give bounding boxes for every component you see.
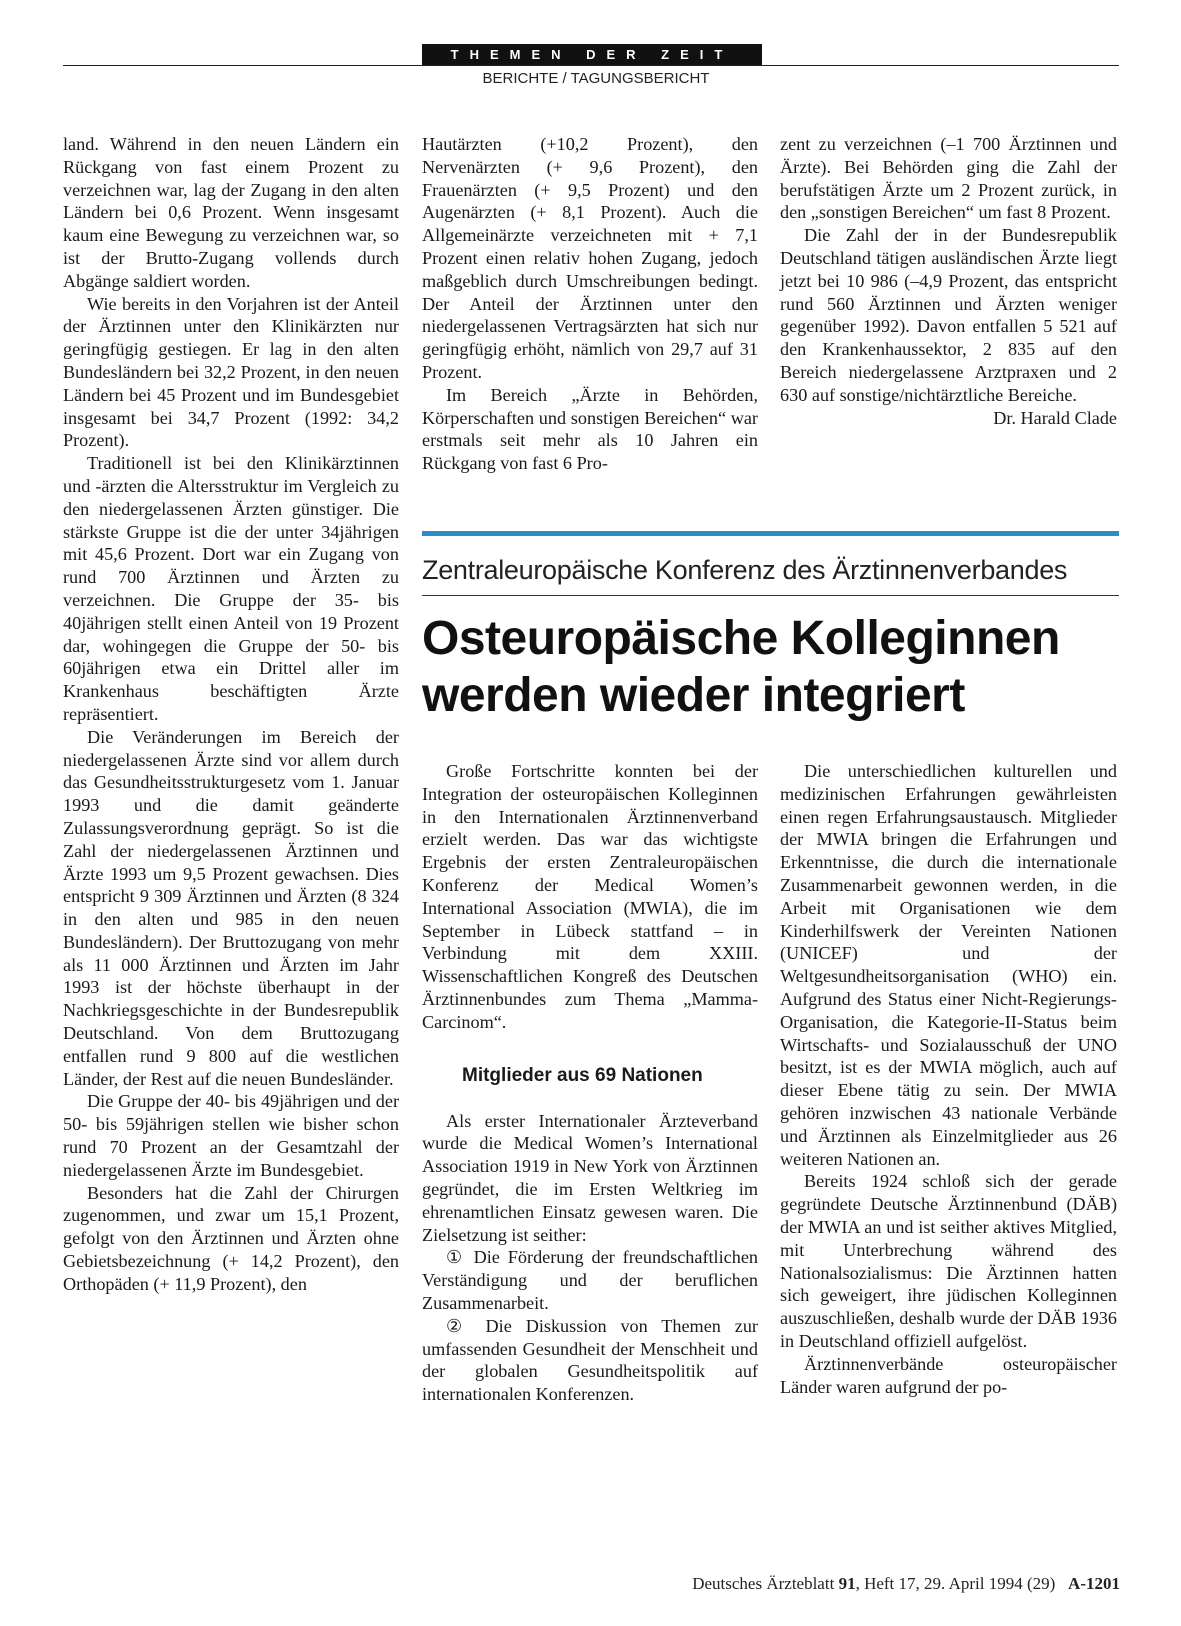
paragraph: Besonders hat die Zahl der Chirurgen zugenommen, und zwar um 15,1 Prozent, gefolgt von den Ärztinnen und Ärzten ohne Gebietsbezeichnung (+ 14,2 Prozent), den Orthopäden (+ 11,9 Prozent), den: [63, 1182, 399, 1294]
paragraph: zent zu verzeichnen (–1 700 Ärztinnen und Ärzte). Bei Behörden ging die Zahl der berufstätigen Ärzte um 2 Prozent zurück, in den „sonstigen Bereichen“ um fast 8 Prozent.: [780, 134, 1117, 223]
list-item: ① Die Förderung der freundschaftlichen Verständigung und der beruflichen Zusammenarbeit.: [422, 1247, 758, 1313]
column-1: [63, 133, 399, 1296]
author-signature: Dr. Harald Clade: [993, 407, 1117, 428]
section-label: BERICHTE / TAGUNGSBERICHT: [482, 70, 710, 87]
paragraph: Traditionell ist bei den Klinikärztinnen und -ärzten die Altersstruktur im Vergleich zu den niedergelassenen Ärzten günstiger. Die stärkste Gruppe ist die der unter 34jährigen mit 45,6 Prozent. Dort war ein Zugang von rund 700 Ärztinnen und Ärzten zu verzeichnen. Die Gruppe der 35- bis 40jährigen stellt einen Anteil von 19 Prozent dar, wohingegen die Gruppe der 50- bis 60jährigen etwa ein Drittel aller im Krankenhaus beschäftigten Ärzte repräsentiert.: [63, 453, 399, 724]
paragraph: Die Gruppe der 40- bis 49jährigen und der 50- bis 59jährigen stellen wie bisher schon rund 70 Prozent an der Gesamtzahl der niedergelassenen Ärzte im Bundesgebiet.: [63, 1091, 399, 1180]
paragraph: land. Während in den neuen Ländern ein Rückgang von fast einem Prozent zu verzeichnen war, lag der Zugang in den alten Ländern bei 0,6 Prozent. Wenn insgesamt kaum eine Bewegung zu verzeichnen war, so ist der Brutto-Zugang vollends durch Abgänge saldiert worden.: [63, 134, 399, 291]
paragraph: Die Zahl der in der Bundesrepublik Deutschland tätigen ausländischen Ärzte liegt jetzt bei 10 986 (–4,9 Prozent, das entspricht rund 560 Ärztinnen und Ärzten weniger gegenüber 1992). Davon entfallen 5 521 auf den Krankenhaussektor, 2 835 auf den Bereich niedergelassene Arztpraxen und 2 630 auf sonstige/nichtärztliche Bereiche.: [780, 225, 1117, 405]
page-footer: [640, 1574, 1120, 1594]
journal-name: Deutsches Ärzteblatt: [692, 1574, 835, 1593]
page-number: A-1201: [1068, 1574, 1120, 1593]
paragraph: Wie bereits in den Vorjahren ist der Anteil der Ärztinnen unter den Klinikärzten nur geringfügig gestiegen. Er lag in den alten Bundesländern bei 32,2 Prozent, in den neuen Ländern bei 45 Prozent und im Bundesgebiet insgesamt bei 34,7 Prozent (1992: 34,2 Prozent).: [63, 293, 399, 451]
paragraph: Bereits 1924 schloß sich der gerade gegründete Deutsche Ärztinnenbund (DÄB) der MWIA an und ist seither aktives Mitglied, mit Unterbrechung während des Nationalsozialismus: Die Ärztinnen hatten sich geweigert, ihre jüdischen Kolleginnen auszuschließen, deshalb wurde der DÄB 1936 in Deutschland offiziell aufgelöst.: [780, 1171, 1117, 1351]
kicker-rule: [422, 595, 1119, 596]
paragraph: Die Veränderungen im Bereich der niedergelassenen Ärzte sind vor allem durch das Gesundheitsstrukturgesetz vom 1. Januar 1993 und die damit geänderte Zulassungsverordnung geprägt. So ist die Zahl der niedergelassenen Ärztinnen und Ärzte 1993 um 9,5 Prozent gewachsen. Dies entspricht 9 309 Ärztinnen und Ärzten (8 324 in den alten und 985 in den neuen Bundesländern). Der Bruttozugang von mehr als 11 000 Ärztinnen und Ärzten im Jahr 1993 ist der höchste überhaupt in der Nachkriegsgeschichte in der Bundesrepublik Deutschland. Von dem Bruttozugang entfallen rund 9 800 auf die westlichen Länder, der Rest auf die neuen Bundesländer.: [63, 726, 399, 1089]
section-banner: THEMEN DER ZEIT: [422, 44, 762, 66]
article-intro: Große Fortschritte konnten bei der Integration der osteuropäischen Kolleginnen in den Internationalen Ärztinnenverband erzielt werden. Das war das wichtigste Ergebnis der ersten Zentraleuropäischen Konferenz der Medical Women’s International Association (MWIA), die im September in Lübeck stattfand – in Verbindung mit dem XXIII. Wissenschaftlichen Kongreß des Deutschen Ärztinnenbundes zum Thema „Mamma-Carcinom“.: [422, 761, 758, 1032]
paragraph: Im Bereich „Ärzte in Behörden, Körperschaften und sonstigen Bereichen“ war erstmals seit mehr als 10 Jahren ein Rückgang von fast 6 Pro-: [422, 384, 758, 474]
column-3: [780, 133, 1117, 429]
list-item: ② Die Diskussion von Themen zur umfassenden Gesundheit der Menschheit und der globalen Gesundheitspolitik auf internationalen Konferenzen.: [422, 1315, 758, 1405]
article-headline: Osteuropäische Kolleginnen werden wieder integriert: [422, 612, 1060, 722]
article-divider: [422, 531, 1119, 536]
column-4: [422, 760, 758, 1406]
paragraph: Ärztinnenverbände osteuropäischer Länder waren aufgrund der po-: [780, 1353, 1117, 1397]
paragraph: Hautärzten (+10,2 Prozent), den Nervenärzten (+ 9,6 Prozent), den Frauenärzten (+ 9,5 Prozent) und den Augenärzten (+ 8,1 Prozent). Auch die Allgemeinärzte verzeichneten mit + 7,1 Prozent einen relativ hohen Zugang, jedoch maßgeblich durch Umschreibungen bedingt. Der Anteil der Ärztinnen unter den niedergelassenen Vertragsärzten hat sich nur geringfügig erhöht, nämlich von 29,7 auf 31 Prozent.: [422, 134, 758, 382]
issue-info: , Heft 17, 29. April 1994 (29): [855, 1574, 1056, 1593]
paragraph: Die unterschiedlichen kulturellen und medizinischen Erfahrungen gewährleisten einen regen Erfahrungsaustausch. Mitglieder der MWIA bringen die Erfahrungen und Erkenntnisse, die durch die internationale Zusammenarbeit gewonnen werden, in die Arbeit mit Organisationen wie dem Kinderhilfswerk der Vereinten Nationen (UNICEF) und der Weltgesundheitsorganisation (WHO) ein. Aufgrund des Status einer Nicht-Regierungs-Organisation, die Kategorie-II-Status beim Wirtschafts- und Sozialausschuß der UNO besitzt, ist es der MWIA möglich, auch auf dieser Ebene tätig zu sein. Der MWIA gehören inzwischen 43 nationale Verbände und Ärztinnen als Einzelmitglieder aus 26 weiteren Nationen an.: [780, 761, 1117, 1169]
article-kicker: Zentraleuropäische Konferenz des Ärztinnenverbandes: [422, 555, 1068, 585]
volume-number: 91: [838, 1574, 856, 1593]
article-subheading: Mitglieder aus 69 Nationen: [462, 1064, 703, 1086]
column-5: [780, 760, 1117, 1398]
paragraph: Als erster Internationaler Ärzteverband wurde die Medical Women’s International Association 1919 in New York von Ärztinnen gegründet, die im Ersten Weltkrieg im ehrenamtlichen Einsatz gewesen waren. Die Zielsetzung ist seither:: [422, 1110, 758, 1245]
column-2: [422, 133, 758, 475]
header-rule: [63, 65, 1119, 66]
